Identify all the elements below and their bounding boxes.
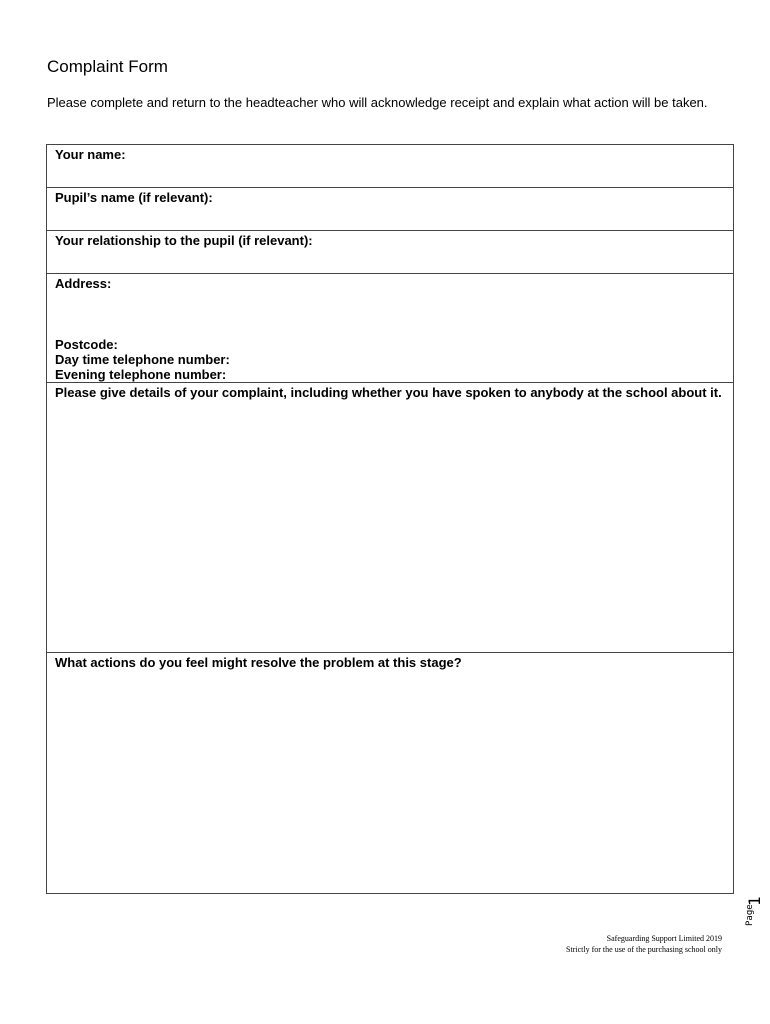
relationship-field[interactable] [47, 231, 733, 274]
page-word: Page [745, 904, 755, 926]
resolution-actions-field[interactable] [47, 653, 733, 893]
complaint-details-field[interactable] [47, 383, 733, 653]
address-label: Address: [55, 276, 112, 291]
your-name-label: Your name: [55, 147, 126, 162]
footer [566, 933, 722, 955]
postcode-label: Postcode: [55, 337, 118, 352]
pupil-name-label: Pupil’s name (if relevant): [55, 190, 213, 205]
your-name-field[interactable] [47, 145, 733, 188]
page-number: 1 [745, 896, 764, 906]
relationship-label: Your relationship to the pupil (if relevant): [55, 233, 313, 248]
footer-usage-note: Strictly for the use of the purchasing school only [566, 945, 722, 954]
resolution-actions-label: What actions do you feel might resolve the problem at this stage? [55, 655, 462, 670]
day-phone-label: Day time telephone number: [55, 352, 230, 367]
contact-lines [55, 337, 230, 382]
evening-phone-label: Evening telephone number: [55, 367, 227, 382]
complaint-details-label: Please give details of your complaint, including whether you have spoken to anybody at the school about it. [55, 385, 722, 400]
footer-copyright: Safeguarding Support Limited 2019 [606, 934, 722, 943]
intro-text: Please complete and return to the headteacher who will acknowledge receipt and explain what action will be taken. [47, 95, 708, 110]
address-field[interactable] [47, 274, 733, 383]
pupil-name-field[interactable] [47, 188, 733, 231]
form-title: Complaint Form [47, 57, 168, 76]
page-marker [742, 890, 770, 932]
complaint-form-table [46, 144, 734, 894]
